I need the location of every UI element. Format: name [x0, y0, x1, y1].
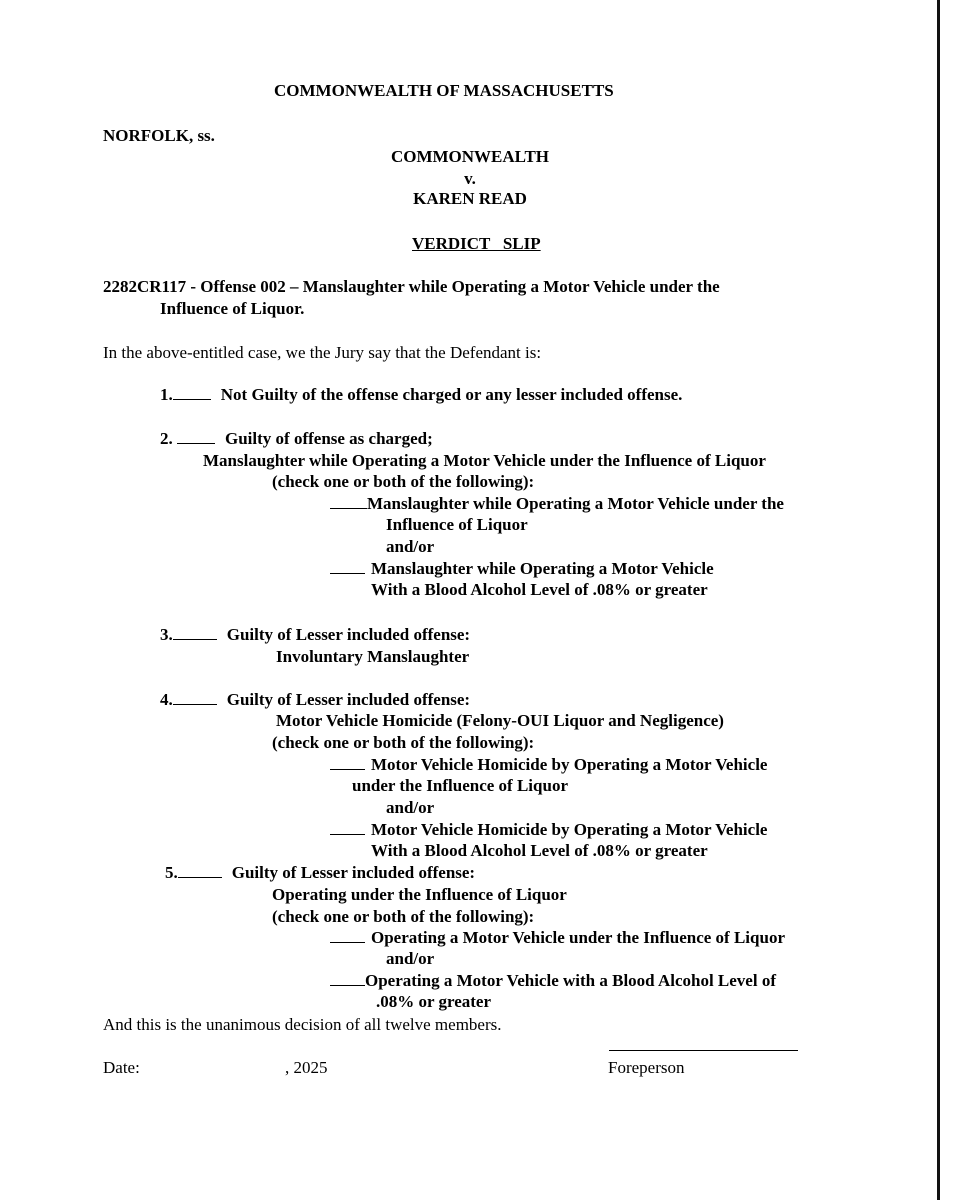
closing-statement: And this is the unanimous decision of all twelve members.	[103, 1015, 502, 1034]
option-number: 5.	[165, 863, 178, 882]
option-4b-text: Motor Vehicle Homicide by Operating a Motor Vehicle	[371, 820, 768, 839]
option-text: Guilty of Lesser included offense:	[226, 625, 471, 644]
option-2	[160, 428, 433, 450]
option-4-andor: and/or	[386, 798, 435, 817]
page-edge-divider	[937, 0, 940, 1200]
date-year: , 2025	[285, 1058, 328, 1077]
option-2-check-note: (check one or both of the following):	[272, 472, 535, 491]
option-4a	[330, 754, 767, 776]
defendant-name: KAREN READ	[413, 189, 527, 208]
option-4b-text-cont: With a Blood Alcohol Level of .08% or greater	[371, 841, 708, 860]
option-4b-blank[interactable]	[330, 819, 365, 835]
option-4a-text: Motor Vehicle Homicide by Operating a Motor Vehicle	[371, 755, 768, 774]
intro-text: In the above-entitled case, we the Jury say that the Defendant is:	[103, 343, 542, 362]
foreperson-label: Foreperson	[608, 1058, 685, 1077]
option-text: Guilty of offense as charged;	[225, 429, 433, 448]
option-5b-text-cont: .08% or greater	[376, 992, 492, 1011]
option-2b-blank[interactable]	[330, 558, 365, 574]
option-2a-blank[interactable]	[330, 493, 367, 509]
option-3-blank[interactable]	[173, 624, 217, 640]
option-1-blank[interactable]	[173, 384, 211, 400]
option-4a-text-cont: under the Influence of Liquor	[352, 776, 568, 795]
option-4a-blank[interactable]	[330, 754, 365, 770]
option-1	[160, 384, 682, 406]
option-2b	[330, 558, 714, 580]
option-5b	[330, 970, 776, 992]
option-5-subtitle: Operating under the Influence of Liquor	[272, 885, 567, 904]
document-title: VERDICT SLIP	[412, 234, 541, 253]
option-5-check-note: (check one or both of the following):	[272, 907, 535, 926]
option-2a	[330, 493, 784, 515]
option-2a-text-cont: Influence of Liquor	[386, 515, 528, 534]
option-2b-text: Manslaughter while Operating a Motor Vehicle	[371, 559, 714, 578]
option-5a-text: Operating a Motor Vehicle under the Influence of Liquor	[371, 928, 785, 947]
option-4	[160, 689, 470, 711]
option-number: 2.	[160, 429, 173, 448]
versus-label: v.	[464, 169, 476, 188]
option-text: Guilty of Lesser included offense:	[226, 690, 471, 709]
offense-line-1: 2282CR117 - Offense 002 – Manslaughter while Operating a Motor Vehicle under the	[103, 277, 720, 296]
option-5-andor: and/or	[386, 949, 435, 968]
option-4-subtitle: Motor Vehicle Homicide (Felony-OUI Liquor and Negligence)	[276, 711, 724, 730]
option-2b-text-cont: With a Blood Alcohol Level of .08% or greater	[371, 580, 708, 599]
option-5	[165, 862, 475, 884]
option-4b	[330, 819, 767, 841]
option-3	[160, 624, 470, 646]
option-2-blank[interactable]	[177, 428, 215, 444]
option-5-blank[interactable]	[178, 862, 222, 878]
option-number: 1.	[160, 385, 173, 404]
offense-line-2: Influence of Liquor.	[160, 299, 305, 318]
option-4-blank[interactable]	[173, 689, 217, 705]
option-text: Not Guilty of the offense charged or any lesser included offense.	[220, 385, 683, 404]
option-text: Guilty of Lesser included offense:	[231, 863, 476, 882]
county-label: NORFOLK, ss.	[103, 126, 215, 145]
state-heading: COMMONWEALTH OF MASSACHUSETTS	[274, 81, 614, 100]
option-2-andor: and/or	[386, 537, 435, 556]
option-5a-blank[interactable]	[330, 927, 365, 943]
option-4-check-note: (check one or both of the following):	[272, 733, 535, 752]
option-number: 4.	[160, 690, 173, 709]
option-5a	[330, 927, 785, 949]
option-3-subtitle: Involuntary Manslaughter	[276, 647, 470, 666]
plaintiff-name: COMMONWEALTH	[390, 147, 550, 166]
option-2a-text: Manslaughter while Operating a Motor Vehicle under the	[367, 494, 784, 513]
foreperson-signature-line[interactable]	[609, 1050, 798, 1051]
option-5b-text: Operating a Motor Vehicle with a Blood Alcohol Level of	[365, 971, 776, 990]
date-label: Date:	[103, 1058, 140, 1077]
option-2-subtitle: Manslaughter while Operating a Motor Vehicle under the Influence of Liquor	[203, 451, 766, 470]
option-5b-blank[interactable]	[330, 970, 365, 986]
option-number: 3.	[160, 625, 173, 644]
